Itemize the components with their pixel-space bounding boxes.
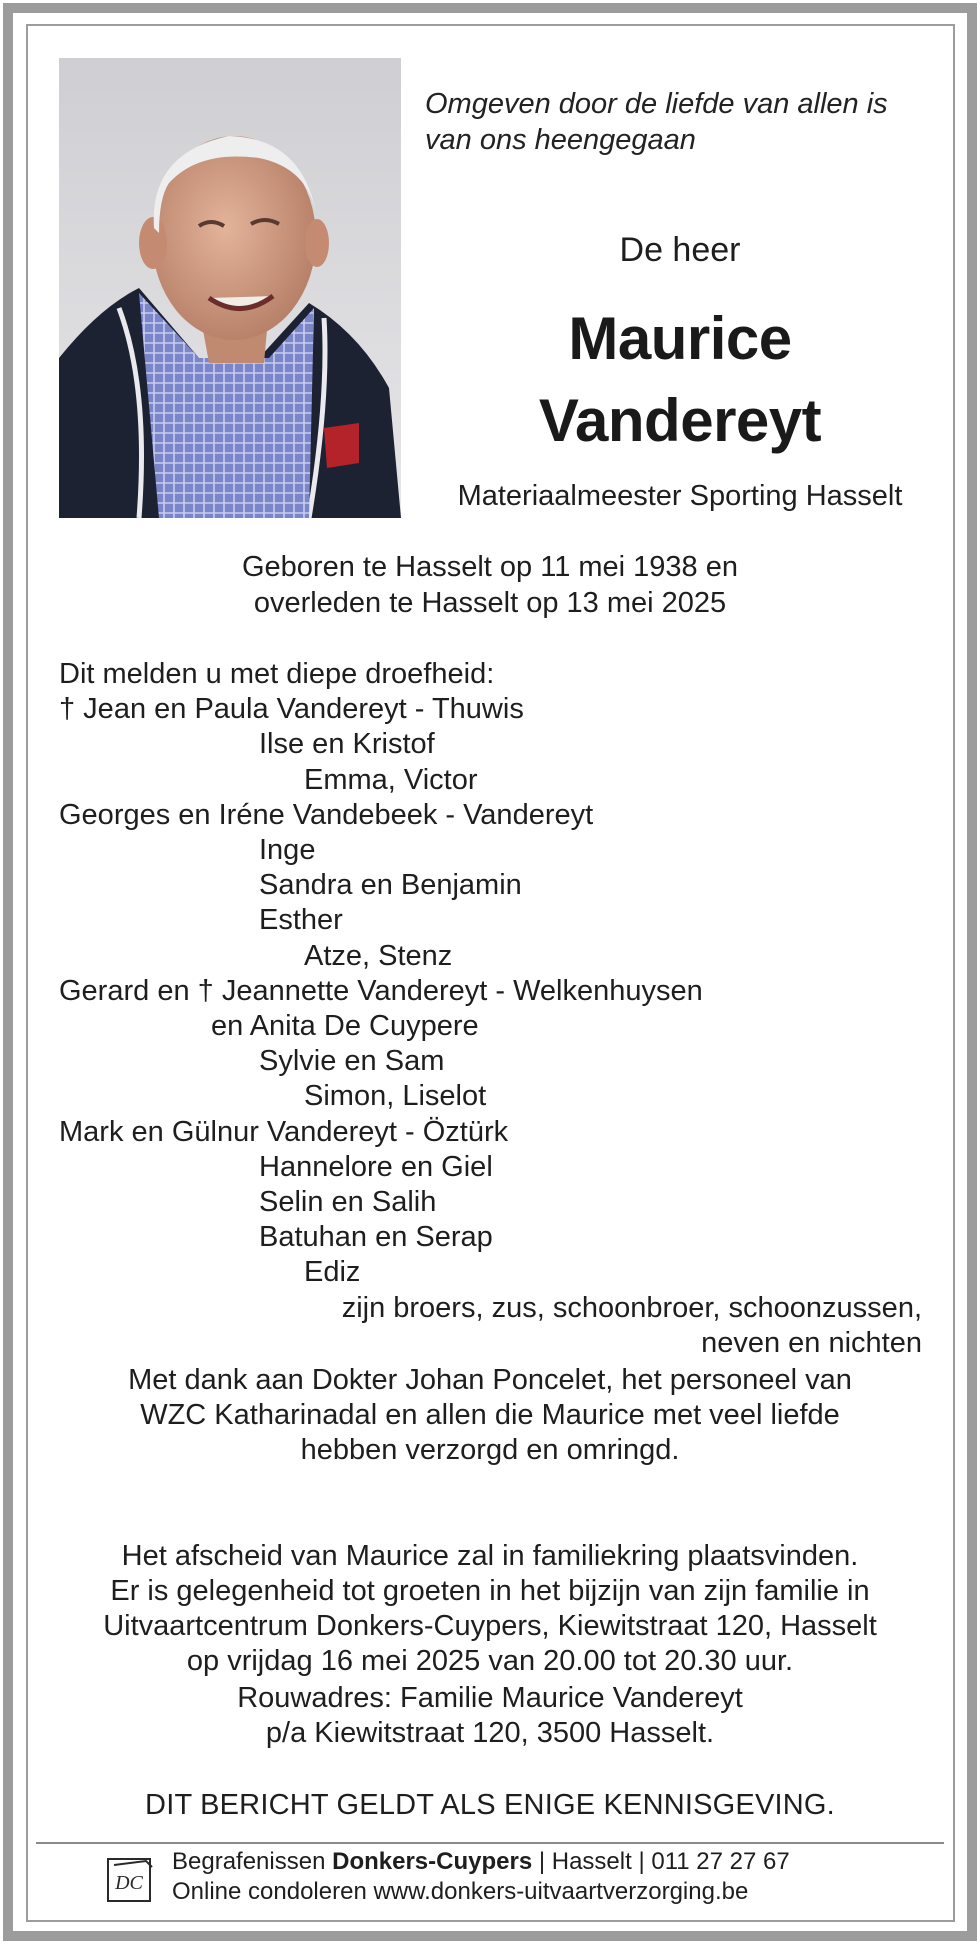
family-line: Simon, Liselot: [304, 1080, 487, 1112]
family-line: † Jean en Paula Vandereyt - Thuwis: [59, 693, 524, 725]
thanks-paragraph: Met dank aan Dokter Johan Poncelet, het personeel van WZC Katharinadal en allen die Maurice met veel liefde hebben verzorgd en omringd.: [128, 1364, 852, 1466]
company-name: Donkers-Cuypers: [332, 1848, 533, 1875]
mourning-address: Rouwadres: Familie Maurice Vandereyt p/a Kiewitstraat 120, 3500 Hasselt.: [237, 1682, 743, 1749]
family-line: Inge: [259, 834, 316, 866]
family-line: Batuhan en Serap: [259, 1221, 493, 1253]
salutation: De heer: [619, 231, 741, 269]
family-line: Gerard en † Jeannette Vandereyt - Welkenhuysen: [59, 975, 703, 1007]
intro-text: Omgeven door de liefde van allen is van ons heengegaan: [425, 88, 888, 156]
portrait-photo: [59, 58, 401, 518]
family-line: neven en nichten: [701, 1327, 922, 1359]
family-line: Sandra en Benjamin: [259, 869, 522, 901]
family-line: Mark en Gülnur Vandereyt - Öztürk: [59, 1116, 509, 1148]
last-name: Vandereyt: [538, 387, 822, 454]
family-line: Hannelore en Giel: [259, 1151, 493, 1183]
svg-text:DC: DC: [115, 1872, 143, 1894]
online-condolence: Online condoleren www.donkers-uitvaartverzorging.be: [172, 1878, 749, 1905]
company-city: Hasselt: [551, 1848, 632, 1875]
family-intro: Dit melden u met diepe droefheid:: [59, 658, 495, 690]
family-line: Ediz: [304, 1256, 361, 1288]
footer-info: [172, 1847, 952, 1907]
deceased-role: Materiaalmeester Sporting Hasselt: [457, 480, 903, 512]
family-line: Ilse en Kristof: [259, 728, 435, 760]
family-line: zijn broers, zus, schoonbroer, schoonzussen,: [341, 1292, 922, 1324]
funeral-home-logo: [106, 1855, 156, 1905]
family-line: Atze, Stenz: [304, 940, 453, 972]
family-line: Georges en Iréne Vandebeek - Vandereyt: [59, 799, 594, 831]
family-line: Esther: [259, 904, 343, 936]
birth-death-dates: Geboren te Hasselt op 11 mei 1938 en overleden te Hasselt op 13 mei 2025: [241, 551, 738, 619]
farewell-paragraph: Het afscheid van Maurice zal in familiekring plaatsvinden. Er is gelegenheid tot groeten in het bijzijn van zijn familie in Uitvaartcentrum Donkers-Cuypers, Kiewitstraat 120, Hasselt op vrijdag 16 mei 2025 van 20.00 tot 20.30 uur.: [103, 1540, 877, 1677]
family-line: Sylvie en Sam: [259, 1045, 445, 1077]
first-name: Maurice: [568, 305, 792, 372]
footer-line-1: Begrafenissen Donkers-Cuypers | Hasselt | 011 27 27 67: [172, 1848, 790, 1875]
phone-number: 011 27 27 67: [651, 1848, 790, 1875]
family-line: Emma, Victor: [304, 764, 478, 796]
deceased-name: [430, 298, 930, 462]
footer-divider: [36, 1842, 944, 1844]
family-line: en Anita De Cuypere: [211, 1010, 479, 1042]
family-line: Selin en Salih: [259, 1186, 437, 1218]
notice-line: DIT BERICHT GELDT ALS ENIGE KENNISGEVING.: [145, 1789, 835, 1821]
